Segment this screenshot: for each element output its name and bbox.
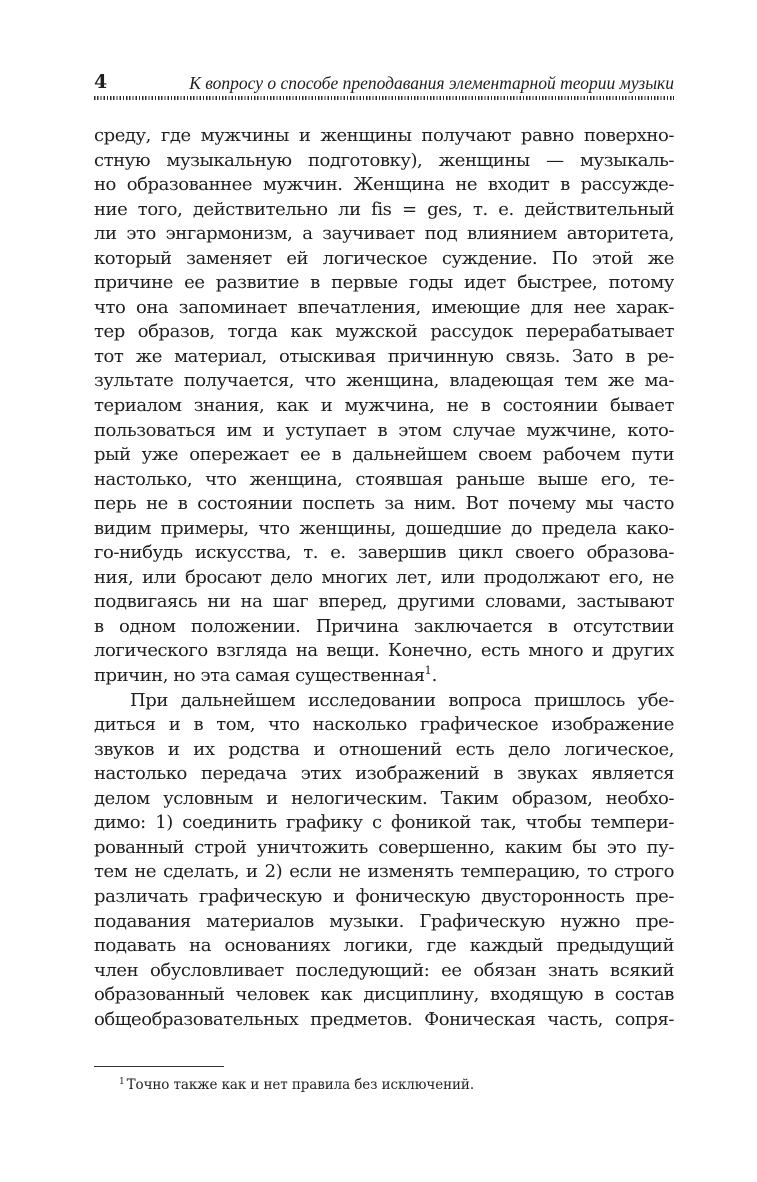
text-line: среду, где мужчины и женщины получают равно поверхно- xyxy=(94,125,674,146)
text-line: различать графическую и фоническую двусторонность пре- xyxy=(94,885,674,907)
footnote-text: Точно также как и нет правила без исключений. xyxy=(126,1077,475,1093)
paragraph-first-line: При дальнейшем исследовании вопроса пришлось убе- xyxy=(130,689,674,711)
text-line: пользоваться им и уступает в этом случае мужчине, кото- xyxy=(94,419,674,441)
text-line: перь не в состоянии поспеть за ним. Вот почему мы часто xyxy=(94,493,674,515)
text-line: член обусловливает последующий: ее обязан знать всякий xyxy=(94,959,674,981)
text-line: но образованнее мужчин. Женщина не входит в рассужде- xyxy=(94,174,674,196)
text-line: образованный человек как дисциплину, входящую в состав xyxy=(94,984,674,1006)
text-line: рованный строй уничтожить совершенно, каким бы это пу- xyxy=(94,836,674,858)
paragraph-last-line xyxy=(94,664,674,689)
text-line: общеобразовательных предметов. Фоническая часть, сопря- xyxy=(94,1008,674,1030)
text-line: ния, или бросают дело многих лет, или продолжают его, не xyxy=(94,566,674,588)
text-line: настолько передача этих изображений в звуках является xyxy=(94,763,674,785)
text-line: стную музыкальную подготовку), женщины — музыкаль- xyxy=(94,149,674,171)
text-line: подавания материалов музыки. Графическую нужно пре- xyxy=(94,910,674,932)
body-text xyxy=(94,124,674,1032)
footnote-marker: 1 xyxy=(119,1077,125,1087)
text-line: териалом знания, как и мужчина, не в состоянии бывает xyxy=(94,395,674,417)
page-number: 4 xyxy=(94,71,108,93)
text-line: что она запоминает впечатления, имеющие для нее харак- xyxy=(94,296,674,318)
text-line: ли это энгармонизм, а заучивает под влиянием авторитета, xyxy=(94,223,674,245)
text-line: логического взгляда на вещи. Конечно, есть много и других xyxy=(94,640,674,662)
text-line: причине ее развитие в первые годы идет быстрее, потому xyxy=(94,272,674,294)
text-line: подавать на основаниях логики, где каждый предыдущий xyxy=(94,935,674,957)
text-line: настолько, что женщина, стоявшая раньше выше его, те- xyxy=(94,468,674,490)
text-line: диться и в том, что насколько графическое изображение xyxy=(94,714,674,736)
header-dotted-rule xyxy=(94,96,674,100)
running-title: К вопросу о способе преподавания элементарной теории музыки xyxy=(189,73,674,93)
sentence-end: . xyxy=(431,665,437,687)
text-line: тем не сделать, и 2) если не изменять темперацию, то строго xyxy=(94,861,674,883)
footnote-reference[interactable]: 1 xyxy=(424,664,432,678)
text-line: тер образов, тогда как мужской рассудок перерабатывает xyxy=(94,321,674,343)
page-header xyxy=(94,70,674,100)
text-line: звуков и их родства и отношений есть дело логическое, xyxy=(94,738,674,760)
text-line-content: причин, но эта самая существенная xyxy=(94,665,425,687)
text-line: ние того, действительно ли fis = ges, т. е. действительный xyxy=(94,198,674,220)
text-line: димо: 1) соединить графику с фоникой так, чтобы темпери- xyxy=(94,812,674,834)
text-line: го-нибудь искусства, т. е. завершив цикл своего образова- xyxy=(94,542,674,564)
text-line: видим примеры, что женщины, дошедшие до предела како- xyxy=(94,517,674,539)
text-line: рый уже опережает ее в дальнейшем своем рабочем пути xyxy=(94,444,674,466)
text-line: в одном положении. Причина заключается в отсутствии xyxy=(94,615,674,637)
text-line: делом условным и нелогическим. Таким образом, необхо- xyxy=(94,787,674,809)
text-line: подвигаясь ни на шаг вперед, другими словами, застывают xyxy=(94,591,674,613)
text-line: тот же материал, отыскивая причинную связь. Зато в ре- xyxy=(94,345,674,367)
text-line: который заменяет ей логическое суждение. По этой же xyxy=(94,247,674,269)
text-line: зультате получается, что женщина, владеющая тем же ма- xyxy=(94,370,674,392)
footnote xyxy=(119,1076,474,1094)
footnote-separator xyxy=(94,1066,224,1067)
